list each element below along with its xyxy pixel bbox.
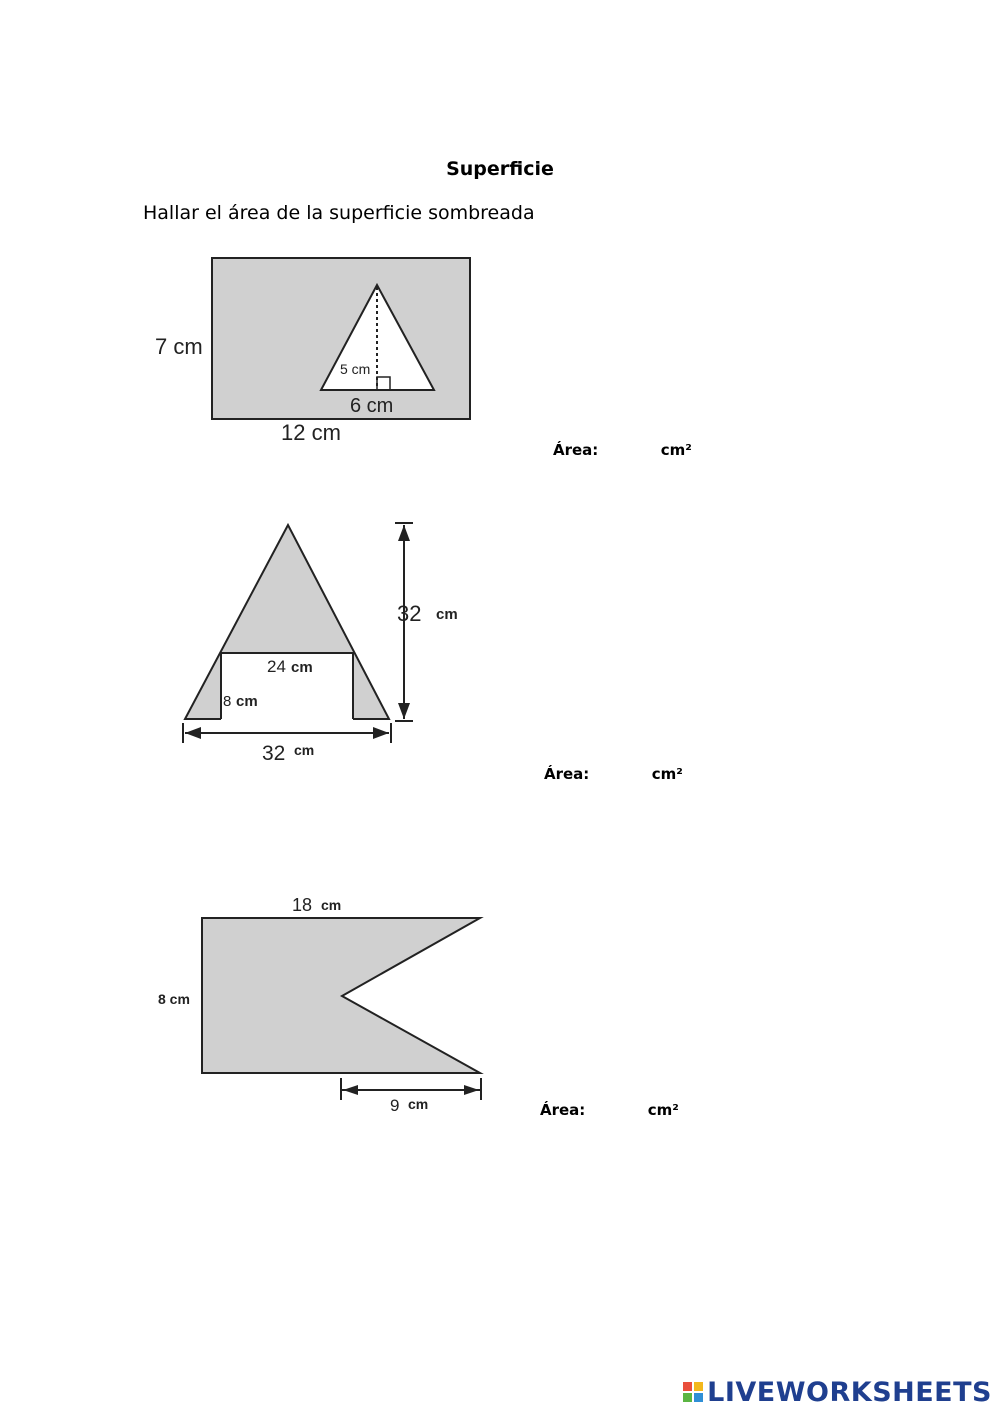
figure-notched-rectangle: [150, 890, 510, 1135]
label-post-number: 8: [223, 693, 232, 710]
area-label: Área:: [544, 765, 590, 783]
answer-row-2: [544, 765, 683, 784]
figure-rectangle-triangle: [140, 250, 500, 455]
label-top-unit: cm: [321, 897, 342, 913]
shaded-rectangle: [212, 258, 470, 419]
answer-row-3: [540, 1101, 679, 1120]
unit-label: cm²: [651, 765, 683, 783]
label-inner-unit: cm: [291, 659, 313, 676]
unit-label: cm²: [647, 1101, 679, 1119]
shaded-notched-shape: [202, 918, 480, 1073]
area-label: Área:: [540, 1101, 586, 1119]
worksheet-instruction: Hallar el área de la superficie sombreada: [143, 202, 535, 224]
label-base-number: 32: [262, 742, 286, 765]
liveworksheets-logo[interactable]: [683, 1377, 992, 1407]
label-height: 7 cm: [155, 334, 203, 359]
label-base-unit: cm: [294, 742, 315, 758]
unshaded-cutout: [221, 653, 353, 721]
area-answer-input[interactable]: [591, 1102, 643, 1120]
label-top-number: 18: [292, 895, 313, 915]
label-side: 8 cm: [158, 991, 190, 1007]
label-notch-unit: cm: [408, 1096, 429, 1112]
label-height-number: 32: [397, 601, 422, 626]
area-label: Área:: [553, 441, 599, 459]
worksheet-title: Superficie: [446, 158, 554, 180]
label-height-unit: cm: [436, 606, 458, 623]
area-answer-input[interactable]: [604, 442, 656, 460]
label-triangle-base: 6 cm: [350, 395, 394, 417]
label-post-unit: cm: [236, 693, 258, 710]
label-notch-number: 9: [390, 1096, 400, 1115]
label-width: 12 cm: [281, 420, 341, 445]
unit-label: cm²: [660, 441, 692, 459]
label-triangle-height: 5 cm: [340, 361, 371, 377]
figure-triangle-cutout: [175, 515, 475, 780]
logo-squares-icon: [683, 1382, 703, 1402]
area-answer-input[interactable]: [595, 766, 647, 784]
label-inner-number: 24: [267, 657, 286, 676]
brand-name: LIVEWORKSHEETS: [707, 1376, 992, 1408]
answer-row-1: [553, 441, 692, 460]
